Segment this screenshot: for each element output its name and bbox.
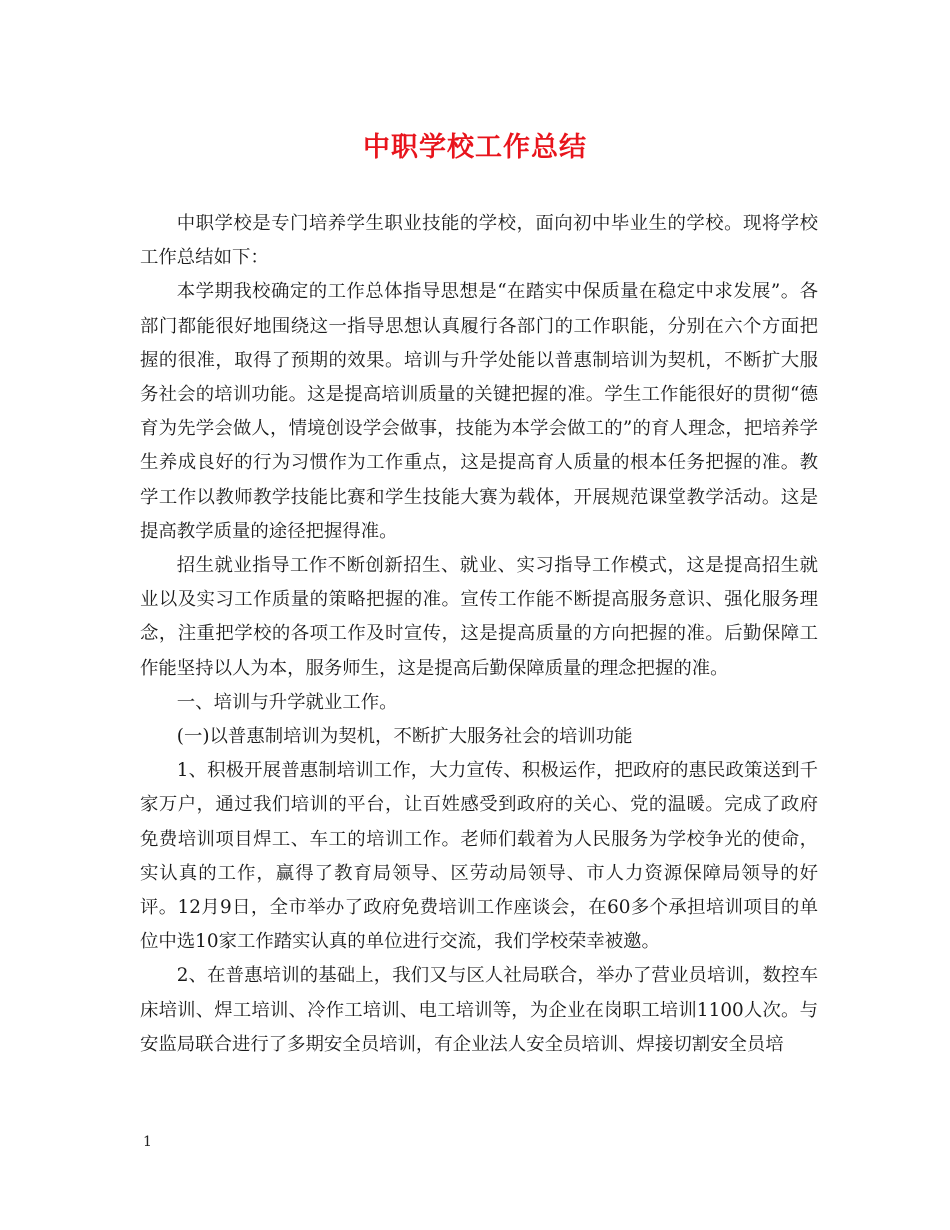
document-body: [140, 207, 818, 1062]
page-number: 1: [143, 1134, 152, 1150]
paragraph-item-1: 1、积极开展普惠制培训工作，大力宣传、积极运作，把政府的惠民政策送到千家万户，通过我们培训的平台，让百姓感受到政府的关心、党的温暖。完成了政府免费培训项目焊工、车工的培训工作。老师们载着为人民服务为学校争光的使命，实认真的工作，赢得了教育局领导、区劳动局领导、市人力资源保障局领导的好评。12月9日，全市举办了政府免费培训工作座谈会，在60多个承担培训项目的单位中选10家工作踏实认真的单位进行交流，我们学校荣幸被邀。: [140, 760, 818, 953]
document-title: 中职学校工作总结: [363, 132, 587, 163]
paragraph-guiding-thought: 本学期我校确定的工作总体指导思想是“在踏实中保质量在稳定中求发展”。各部门都能很好地围绕这一指导思想认真履行各部门的工作职能，分别在六个方面把握的很准，取得了预期的效果。培训与升学处能以普惠制培训为契机，不断扩大服务社会的培训功能。这是提高培训质量的关键把握的准。学生工作能很好的贯彻“德育为先学会做人，情境创设学会做事，技能为本学会做工的”的育人理念，把培养学生养成良好的行为习惯作为工作重点，这是提高育人质量的根本任务把握的准。教学工作以教师教学技能比赛和学生技能大赛为载体，开展规范课堂教学活动。这是提高教学质量的途径把握得准。: [140, 281, 818, 542]
paragraph-intro: 中职学校是专门培养学生职业技能的学校，面向初中毕业生的学校。现将学校工作总结如下：: [140, 213, 818, 269]
paragraph-item-2: 2、在普惠培训的基础上，我们又与区人社局联合，举办了营业员培训，数控车床培训、焊工培训、冷作工培训、电工培训等，为企业在岗职工培训1100人次。与安监局联合进行了多期安全员培训，有企业法人安全员培训、焊接切割安全员培: [140, 965, 818, 1055]
paragraph-admissions-publicity: 招生就业指导工作不断创新招生、就业、实习指导工作模式，这是提高招生就业以及实习工作质量的策略把握的准。宣传工作能不断提高服务意识、强化服务理念，注重把学校的各项工作及时宣传，这是提高质量的方向把握的准。后勤保障工作能坚持以人为本，服务师生，这是提高后勤保障质量的理念把握的准。: [140, 555, 818, 679]
section-heading-training: 一、培训与升学就业工作。: [176, 691, 398, 713]
subsection-heading-training: (一)以普惠制培训为契机，不断扩大服务社会的培训功能: [176, 726, 633, 748]
